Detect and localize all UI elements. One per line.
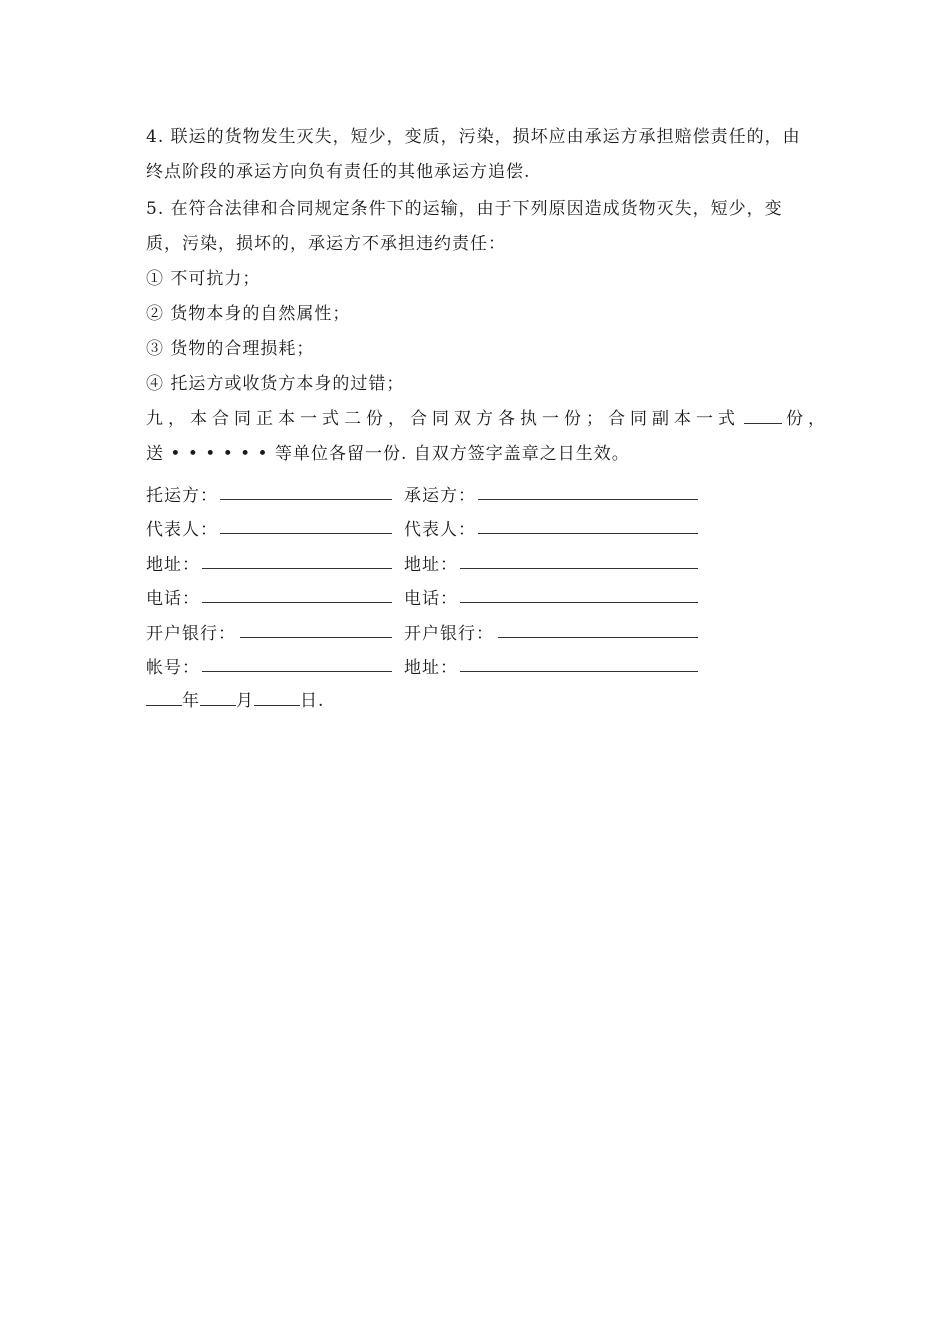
shipper-representative-label: 代表人： xyxy=(146,520,218,540)
shipper-label: 托运方： xyxy=(146,486,218,506)
carrier-label: 承运方： xyxy=(404,486,476,506)
day-label: 日. xyxy=(300,691,325,711)
list-item-force-majeure: ① 不可抗力； xyxy=(146,269,261,289)
shipper-address-label: 地址： xyxy=(146,555,200,575)
shipper-account-label: 帐号： xyxy=(146,658,200,678)
list-item-natural-property: ② 货物本身的自然属性； xyxy=(146,304,351,324)
clause-9-text: 九，本合同正本一式二份，合同双方各执一份；合同副本一式 xyxy=(146,409,740,429)
carrier-phone-label: 电话： xyxy=(404,589,458,609)
copies-count-blank[interactable] xyxy=(744,405,782,424)
carrier-representative-field[interactable] xyxy=(478,515,698,534)
clause-9-line-1 xyxy=(146,402,830,437)
signature-row-account xyxy=(146,653,706,677)
shipper-representative-field[interactable] xyxy=(220,515,392,534)
signature-row-representative xyxy=(146,515,706,539)
clause-4: 4. 联运的货物发生灭失，短少，变质，污染，损坏应由承运方承担赔偿责任的，由终点阶段的承运方向负有责任的其他承运方追偿. xyxy=(146,127,801,182)
shipper-bank-label: 开户银行： xyxy=(146,624,236,644)
carrier-field[interactable] xyxy=(478,481,698,500)
carrier-address-label: 地址： xyxy=(404,555,458,575)
shipper-field[interactable] xyxy=(220,481,392,500)
carrier-bank-label: 开户银行： xyxy=(404,624,494,644)
clause-5: 5. 在符合法律和合同规定条件下的运输，由于下列原因造成货物灭失，短少，变质，污染，损坏的，承运方不承担违约责任： xyxy=(146,199,783,254)
shipper-phone-field[interactable] xyxy=(202,584,392,603)
list-item-reasonable-loss: ③ 货物的合理损耗； xyxy=(146,339,315,359)
signature-row-phone xyxy=(146,584,706,608)
shipper-bank-field[interactable] xyxy=(240,619,392,638)
shipper-account-field[interactable] xyxy=(202,653,392,672)
year-blank[interactable] xyxy=(146,687,182,706)
signature-row-bank xyxy=(146,619,706,643)
carrier-phone-field[interactable] xyxy=(460,584,698,603)
shipper-phone-label: 电话： xyxy=(146,589,200,609)
signature-row-address xyxy=(146,550,706,574)
carrier-bank-field[interactable] xyxy=(498,619,698,638)
shipper-address-field[interactable] xyxy=(202,550,392,569)
day-blank[interactable] xyxy=(254,687,300,706)
carrier-address-2-field[interactable] xyxy=(460,653,698,672)
month-blank[interactable] xyxy=(200,687,236,706)
carrier-address-field[interactable] xyxy=(460,550,698,569)
clause-9-text-end: 份， xyxy=(786,409,830,429)
date-line xyxy=(146,686,324,711)
month-label: 月 xyxy=(236,691,254,711)
clause-9-line-2: 送 • • • • • • 等单位各留一份. 自双方签字盖章之日生效。 xyxy=(146,444,630,464)
year-label: 年 xyxy=(182,691,200,711)
list-item-party-fault: ④ 托运方或收货方本身的过错； xyxy=(146,374,405,394)
signature-row-party xyxy=(146,481,706,505)
carrier-address-2-label: 地址： xyxy=(404,658,458,678)
carrier-representative-label: 代表人： xyxy=(404,520,476,540)
